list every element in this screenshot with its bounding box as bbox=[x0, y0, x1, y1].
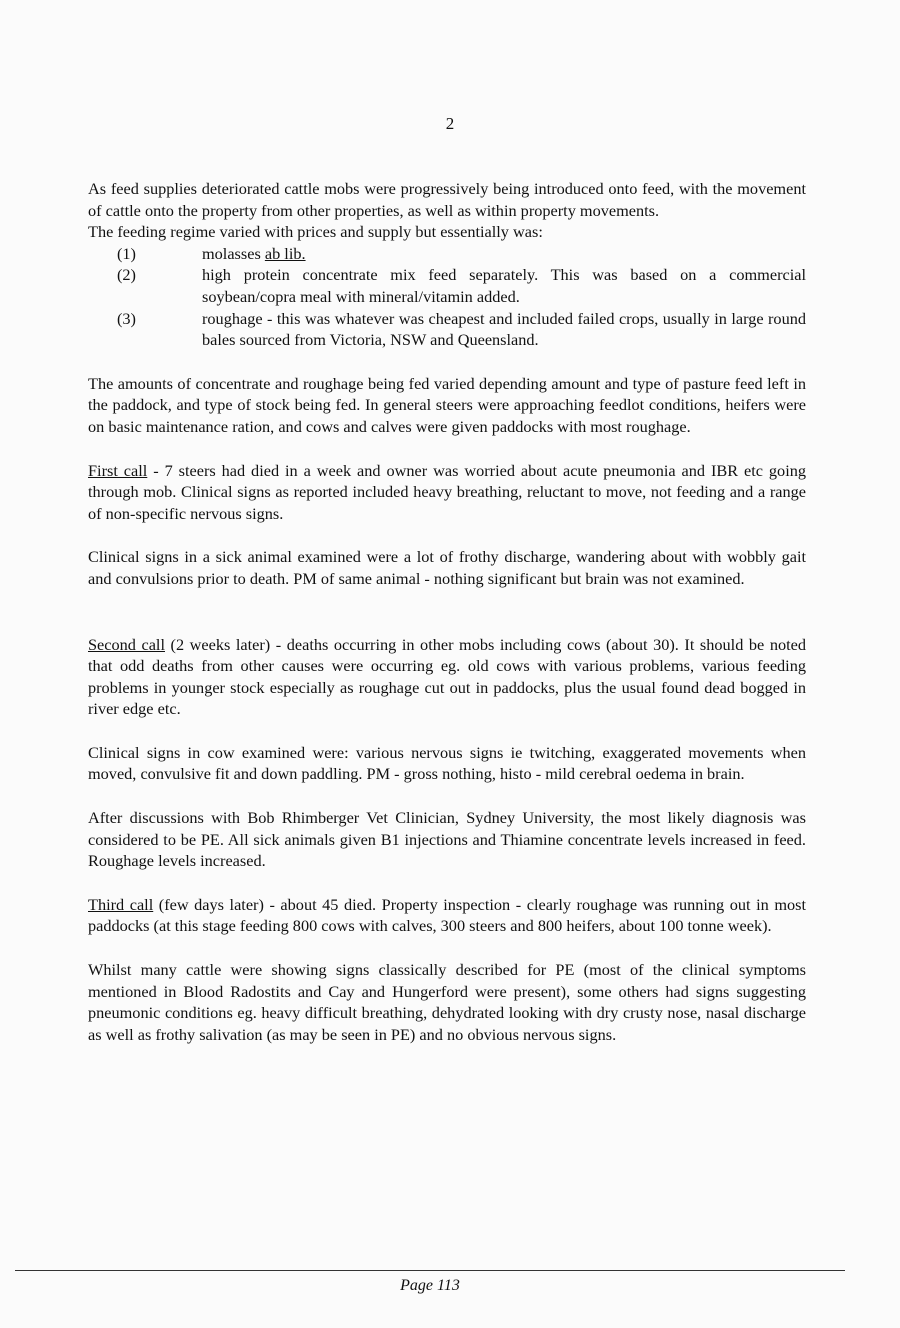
ab-lib-underlined: ab lib. bbox=[264, 243, 306, 263]
intro-paragraph: As feed supplies deteriorated cattle mobs were progressively being introduced onto feed, with the movement of cattle onto the property from other properties, as well as within property movements. bbox=[88, 179, 806, 220]
list-item bbox=[88, 243, 806, 265]
footer-divider bbox=[15, 1270, 845, 1271]
page-number: 2 bbox=[445, 114, 455, 133]
feeding-list bbox=[88, 243, 806, 351]
after-discussions-paragraph: After discussions with Bob Rhimberger Vet Clinician, Sydney University, the most likely diagnosis was considered to be PE. All sick animals given B1 injections and Thiamine concentrate levels increased in feed. Roughage levels increased. bbox=[88, 808, 806, 871]
list-item bbox=[88, 308, 806, 351]
third-call-label: Third call bbox=[88, 894, 154, 914]
list-item-number: (3) bbox=[117, 308, 136, 328]
whilst-paragraph: Whilst many cattle were showing signs classically described for PE (most of the clinical symptoms mentioned in Blood Radostits and Cay and Hungerford were present), some others had signs suggesting pneumonic conditions eg. heavy difficult breathing, dehydrated looking with dry crusty nose, nasal discharge as well as frothy salivation (as may be seen in PE) and no obvious nervous signs. bbox=[88, 960, 806, 1044]
clinical-signs-sick-paragraph: Clinical signs in a sick animal examined were a lot of frothy discharge, wandering about with wobbly gait and convulsions prior to death. PM of same animal - nothing significant but brain was not examined. bbox=[88, 547, 806, 588]
second-call-label: Second call bbox=[88, 634, 165, 654]
list-item-text: roughage - this was whatever was cheapest and included failed crops, usually in large round bales sourced from Victoria, NSW and Queensland. bbox=[202, 308, 806, 350]
list-item-text: molasses ab lib. bbox=[202, 243, 306, 263]
list-item-text: high protein concentrate mix feed separately. This was based on a commercial soybean/copra meal with mineral/vitamin added. bbox=[202, 265, 806, 306]
list-item bbox=[88, 264, 806, 307]
amounts-paragraph: The amounts of concentrate and roughage being fed varied depending amount and type of pasture feed left in the paddock, and type of stock being fed. In general steers were approaching feedlot conditions, heifers were on basic maintenance ration, and cows and calves were given paddocks with most roughage. bbox=[88, 373, 806, 436]
feeding-regime-intro: The feeding regime varied with prices and supply but essentially was: bbox=[88, 222, 543, 242]
second-call-paragraph: Second call (2 weeks later) - deaths occurring in other mobs including cows (about 30). It should be noted that odd deaths from other causes were occurring eg. old cows with various problems, various feeding problems in younger stock especially as roughage cut out in paddocks, plus the usual found dead bogged in river edge etc. bbox=[88, 634, 806, 719]
clinical-signs-cow-paragraph: Clinical signs in cow examined were: various nervous signs ie twitching, exaggerated movements when moved, convulsive fit and down paddling. PM - gross nothing, histo - mild cerebral oedema in brain. bbox=[88, 742, 806, 784]
page-footer: Page 113 bbox=[400, 1277, 460, 1294]
third-call-paragraph: Third call (few days later) - about 45 died. Property inspection - clearly roughage was running out in most paddocks (at this stage feeding 800 cows with calves, 300 steers and 800 heifers, about 100 tonne week). bbox=[88, 894, 806, 936]
first-call-paragraph: First call - 7 steers had died in a week and owner was worried about acute pneumonia and IBR etc going through mob. Clinical signs as reported included heavy breathing, reluctant to move, not feeding and a range of non-specific nervous signs. bbox=[88, 460, 807, 523]
document-body bbox=[88, 178, 806, 1067]
first-call-label: First call bbox=[88, 460, 148, 480]
list-item-number: (2) bbox=[117, 265, 136, 285]
list-item-number: (1) bbox=[117, 243, 136, 263]
